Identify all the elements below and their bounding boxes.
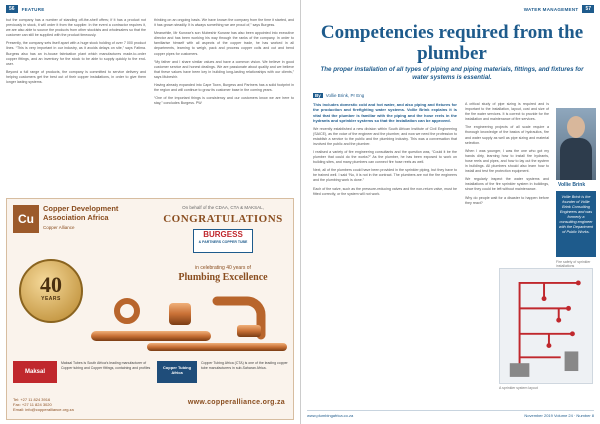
phone: Tel: +27 11 824 3916 bbox=[13, 397, 51, 402]
congrats-intro: On behalf of the CDAA, CTA & MAKSAL, bbox=[182, 205, 264, 210]
lead-paragraph: This includes domestic cold and hot water, and also piping and fixtures for the production and firefighting water systems. Vollie Brink explains it is vital that the plumber is familiar with the piping and the hose reels in the hydrants and sprinkler systems so that the installation can be approved. bbox=[313, 102, 457, 124]
paragraph: “My father and I share similar values and have a common vision. We believe in good customer service and honest dealings. We are passionate about quality and we believe that these values have been key in building long-lasting relationships with our clients,” says Mubeshir. bbox=[154, 59, 294, 79]
side-caption: Fire safety of sprinkler installations bbox=[556, 260, 591, 268]
burgess-logo-name: BURGESS bbox=[203, 230, 243, 239]
copper-pipes-image bbox=[87, 291, 293, 357]
author-bio: Vollie Brink is the founder of Vollie Brink Consulting Engineers and was formerly a consulting engineer with the Department of Public Works. bbox=[556, 191, 596, 257]
maksal-blurb: Maksal Tubes is South Africa’s leading manufacturer of Copper tubing and Copper fittings, containing and profiles bbox=[61, 361, 151, 370]
burgess-logo-sub: & PARTNERS COPPER TUBE bbox=[198, 240, 248, 244]
running-header bbox=[524, 4, 594, 14]
author: Vollie Brink, Pr Eng bbox=[325, 93, 365, 98]
cta-blurb: Copper Tubing Africa (CTA) is one of the leading copper tube manufacturers in sub-Saharan Africa. bbox=[201, 361, 288, 370]
seal-number: 40 bbox=[40, 272, 62, 297]
page-footer bbox=[307, 410, 594, 418]
section-label: FEATURE bbox=[21, 6, 45, 12]
footer-issue: November 2019 Volume 24 · Number 8 bbox=[524, 413, 594, 418]
paragraph: thinking on an ongoing basis. We have known the company from the time it started, and it has grown steadily. It is always something we are proud of,” says Burgess. bbox=[154, 18, 294, 28]
photo-caption: Vollie Brink bbox=[556, 181, 596, 189]
paragraph: Meanwhile, Mr Kunwar’s son Mubeshir Kunwar has also been appointed into executive director and has been working his way through the ranks of the company. In order to familiarise himself with all aspects of the copper trade, he has worked in all departments, learning to weigh, pack and process copper coils and cut and bend copper pipes for customers. bbox=[154, 31, 294, 56]
paragraph: A critical study of pipe sizing is required and is important to the installation, layout, cost and size of the fire water services. It is correct to provide for the installation and maintenance of fire services. bbox=[465, 102, 549, 122]
diagram-caption: A sprinkler system layout bbox=[499, 386, 538, 390]
maksal-logo: Maksal bbox=[13, 361, 57, 383]
page-number: 56 bbox=[6, 5, 18, 13]
running-header bbox=[6, 4, 45, 14]
paragraph: The engineering projects of all scale require a thorough knowledge of the basics of hydraulics, fire and water supply as well as pipe sizing and material selection. bbox=[465, 125, 549, 145]
org-sub: Copper Alliance bbox=[43, 225, 75, 230]
paragraph: but the company has a number of standing off-the-shelf offers; if it has a product not previously in stock, it will order it from the supplier. In the event a contractor requires it, we are also able to source the products from other stockists and wholesalers so that the customer can still be supplied with the product timeously. bbox=[6, 18, 146, 38]
paragraph: When I was younger, I was the one who got my hands dirty, learning how to install fire hydrants, hose reels and pipes, and how to lay out the system in buildings. All plumbers should also learn how to install and test fire protection equipment. bbox=[465, 148, 549, 174]
section-label: WATER MANAGEMENT bbox=[523, 6, 579, 12]
org-name: Copper Development Association Africa bbox=[43, 204, 119, 222]
celebrating-text: in celebrating 40 years of bbox=[195, 265, 251, 271]
paragraph: Presently, the company sets itself apart with a huge stock holding of over 7 000 product lines. “This is very important in our industry, as it avoids delays on site,” says Fatima. Burgess also has an in-house fabrication plant which manufactures made-to-order copper fittings, and an inventory for the stock to be able to supply quickly to the end-user. bbox=[6, 41, 146, 66]
cu-logo: Cu bbox=[13, 205, 39, 233]
page-number: 57 bbox=[582, 5, 594, 13]
sprinkler-diagram bbox=[499, 268, 593, 384]
paragraph: Next, all of the plumbers could have been provided in the sprinkler piping, but they have to be trained well. I said “No, it is not in the contract. The plumbers are not the fire engineers and the plumbing work is done.” bbox=[313, 168, 457, 183]
byline-tag: By bbox=[315, 93, 321, 98]
right-page bbox=[300, 0, 600, 424]
paragraph: Each of the valve, such as the pressure-reducing valves and the non-return valve, must be fitted correctly, or the system will not work. bbox=[313, 186, 457, 196]
paragraph: We regularly inspect the water systems and installations of the fire sprinkler system in buildings, since they could be left without maintenance. bbox=[465, 177, 549, 192]
standfirst: The proper installation of all types of piping and piping materials, fittings, and fixtures for water systems is essential. bbox=[320, 66, 584, 81]
website-link[interactable]: www.copperalliance.org.za bbox=[187, 399, 285, 406]
paragraph: Why do people wait for a disaster to happen before they react? bbox=[465, 195, 549, 205]
cta-logo: Copper Tubing Africa bbox=[157, 361, 197, 383]
column-1 bbox=[313, 102, 457, 398]
paragraph: We recently established a new division within South African Institute of Civil Engineering (SAICE), as the voice of the engineer and the plumber, and now we need the profession to establish a service to the public and the plumbing industry. This was a conversation that involved the public and the plumber. bbox=[313, 126, 457, 146]
excellence-text: Plumbing Excellence bbox=[178, 272, 268, 283]
burgess-logo bbox=[193, 229, 253, 253]
footer-url[interactable]: www.plumbingafrica.co.za bbox=[307, 413, 354, 418]
column-2 bbox=[154, 18, 294, 194]
paragraph: Beyond a full range of products, the company is committed to service delivery and helping customers get the best out of their copper installations, in order to give them longer lasting systems. bbox=[6, 69, 146, 85]
seal-label: YEARS bbox=[41, 296, 61, 302]
congrats-heading: CONGRATULATIONS bbox=[163, 213, 283, 225]
contact-details bbox=[13, 397, 74, 413]
advertisement bbox=[6, 198, 294, 420]
email[interactable]: Email: info@copperalliance.org.za bbox=[13, 407, 74, 413]
byline bbox=[313, 93, 364, 98]
paragraph: Having already expanded into Cape Town, Burgess and Partners has a solid footprint in the region and will continue to grow its customer base in the coming years. bbox=[154, 83, 294, 93]
anniversary-seal bbox=[19, 259, 83, 323]
article-headline: Competencies required from the plumber bbox=[320, 22, 584, 64]
paragraph: I realised a variety of fire engineering consultants and the question was, “Could it be the plumber that could do the works?” As the plumber, he has been exposed to work on building sites, and many plumbers can connect fire hose reels as well. bbox=[313, 150, 457, 165]
paragraph: “One of the important things is consistency and our customers know we are here to stay,” concludes Burgess. PW bbox=[154, 96, 294, 106]
column-1 bbox=[6, 18, 146, 194]
article-columns bbox=[6, 18, 294, 194]
fax: Fax: +27 11 824 3020 bbox=[13, 402, 52, 408]
author-photo bbox=[556, 108, 596, 180]
